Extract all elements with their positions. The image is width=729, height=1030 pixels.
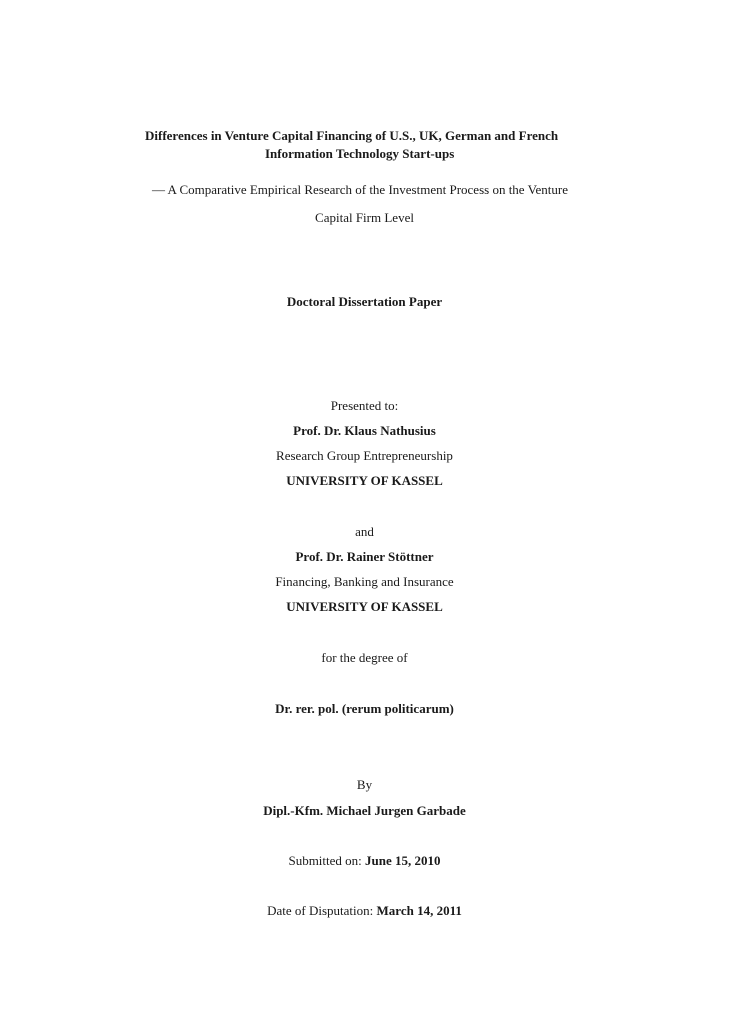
subtitle-line-1: — A Comparative Empirical Research of the Investment Process on the Venture (152, 182, 569, 197)
document-type: Doctoral Dissertation Paper (286, 294, 443, 309)
and-label: and (355, 524, 374, 539)
supervisor-1-name: Prof. Dr. Klaus Nathusius (293, 423, 436, 438)
presented-to-label: Presented to: (330, 398, 399, 413)
title-line-1: Differences in Venture Capital Financing of U.S., UK, German and French (145, 128, 559, 143)
disputation-date: March 14, 2011 (376, 903, 462, 918)
author-name: Dipl.-Kfm. Michael Jurgen Garbade (263, 803, 466, 818)
submitted-date-line (0, 853, 729, 869)
title-line-2: Information Technology Start-ups (265, 146, 455, 161)
supervisor-1-group: Research Group Entrepreneurship (276, 448, 453, 463)
submitted-date: June 15, 2010 (365, 853, 441, 868)
degree-intro: for the degree of (321, 650, 408, 665)
by-label: By (356, 777, 373, 792)
supervisor-2-university: UNIVERSITY OF KASSEL (286, 599, 443, 614)
supervisor-2-group: Financing, Banking and Insurance (275, 574, 454, 589)
supervisor-2-name: Prof. Dr. Rainer Stöttner (295, 549, 434, 564)
subtitle-line-2: Capital Firm Level (315, 210, 414, 225)
disputation-label: Date of Disputation: (267, 903, 377, 918)
submitted-label: Submitted on: (288, 853, 366, 868)
supervisor-1-university: UNIVERSITY OF KASSEL (286, 473, 443, 488)
disputation-date-line (0, 903, 729, 919)
degree-title: Dr. rer. pol. (rerum politicarum) (275, 701, 454, 716)
